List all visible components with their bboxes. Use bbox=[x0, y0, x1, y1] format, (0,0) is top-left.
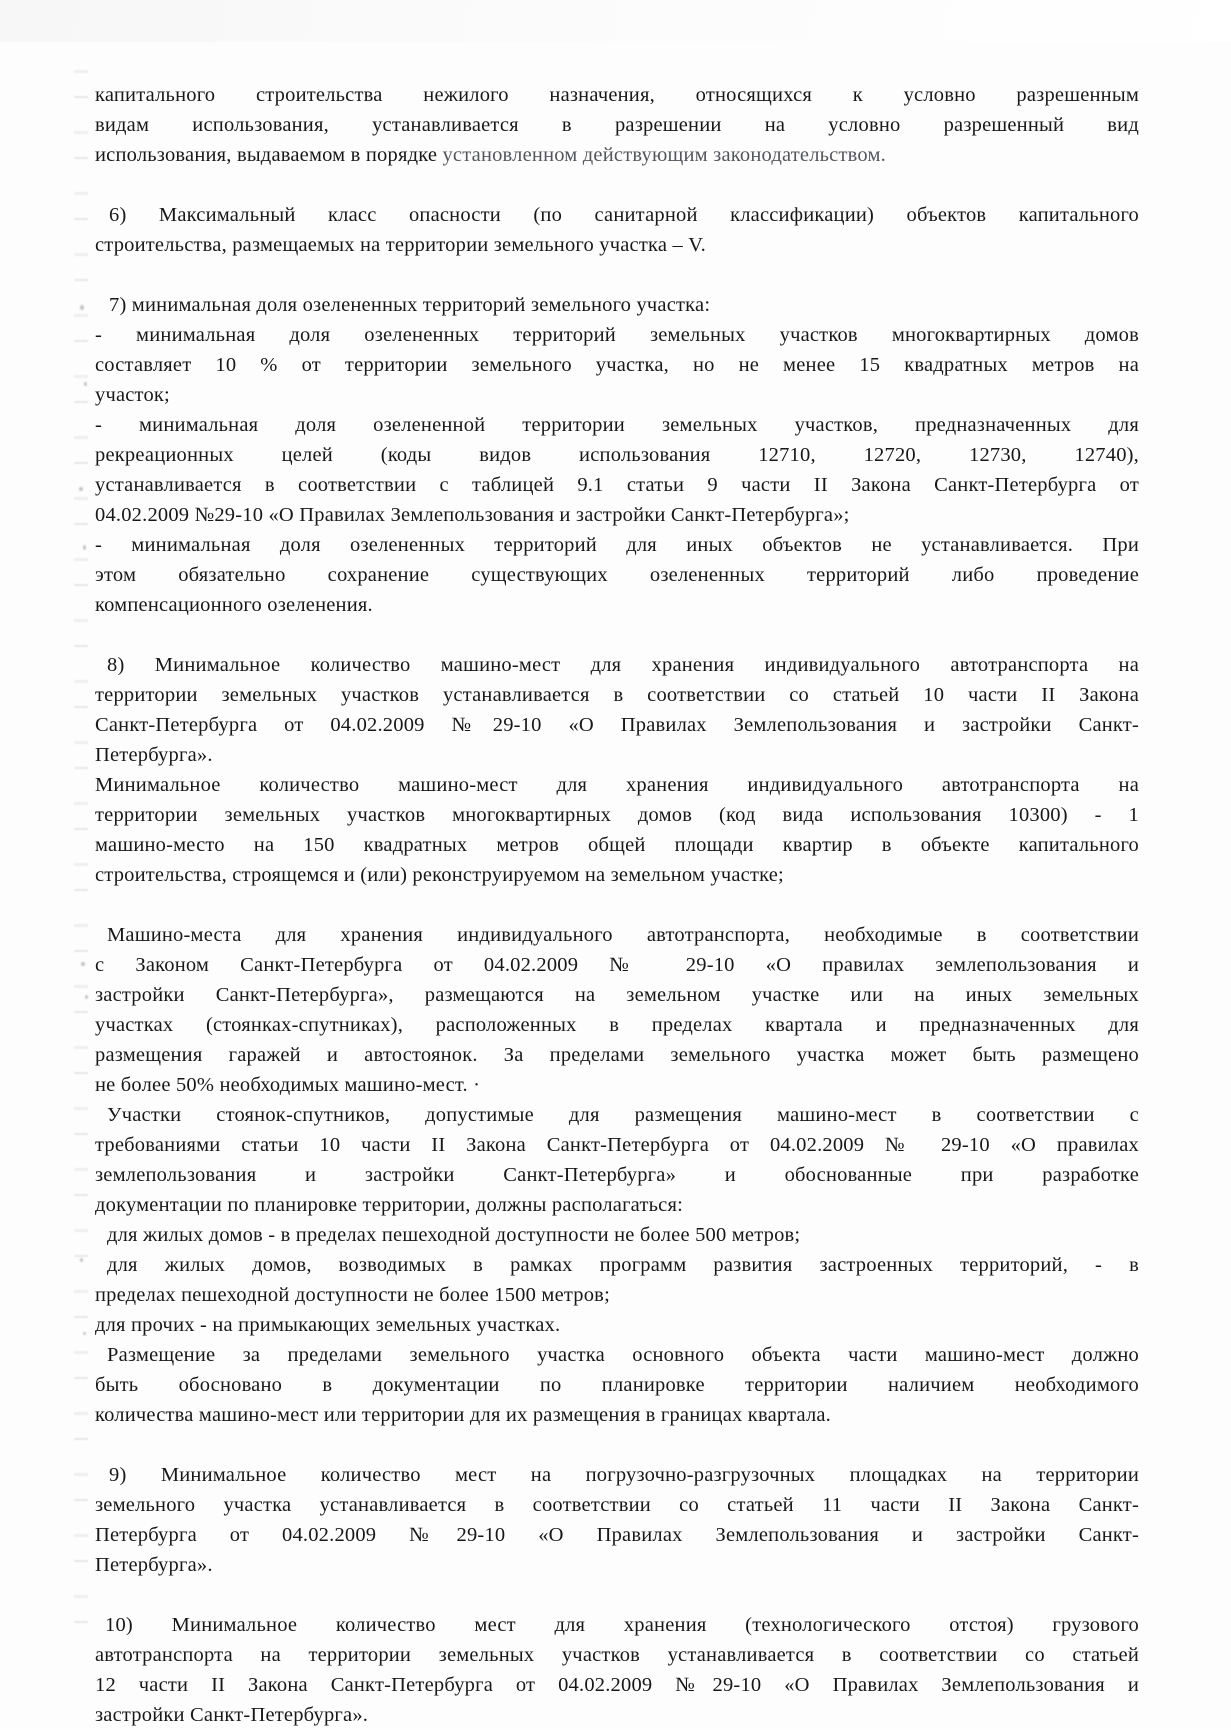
scan-speck bbox=[84, 382, 87, 386]
text-line: капитального строительства нежилого назначения, относящихся к условно разрешенным bbox=[95, 84, 1139, 106]
text-line: 7) минимальная доля озелененных территорий земельного участка: bbox=[109, 294, 711, 316]
scan-edge-noise-left bbox=[74, 70, 88, 1630]
faint-text-segment: установленном действующим законодательством. bbox=[442, 144, 886, 166]
scan-speck bbox=[80, 305, 84, 310]
text-line: количества машино-мест или территории для их размещения в границах квартала. bbox=[95, 1404, 831, 1426]
scan-speck bbox=[79, 487, 83, 491]
text-line: автотранспорта на территории земельных участков устанавливается в соответствии со статьей bbox=[95, 1644, 1139, 1666]
text-line: 12 части II Закона Санкт-Петербурга от 04.02.2009 №29-10 «О Правилах Землепользования и bbox=[95, 1674, 1139, 1696]
text-line: машино-место на 150 квадратных метров общей площади квартир в объекте капитального bbox=[95, 834, 1139, 856]
paragraph bbox=[95, 650, 1139, 770]
text-line: Петербурга». bbox=[95, 1554, 213, 1576]
text-line: - минимальная доля озелененной территории земельных участков, предназначенных для bbox=[95, 414, 1139, 436]
text-line: Петербурга». bbox=[95, 744, 213, 766]
text-line: Участки стоянок-спутников, допустимые для размещения машино-мест в соответствии с bbox=[107, 1104, 1139, 1126]
text-line: с Законом Санкт-Петербурга от 04.02.2009 № 29-10 «О правилах землепользования и bbox=[95, 954, 1139, 976]
scan-speck bbox=[81, 962, 85, 966]
text-line: документации по планировке территории, должны располагаться: bbox=[95, 1194, 683, 1216]
text-line: землепользования и застройки Санкт-Петербурга» и обоснованные при разработке bbox=[95, 1164, 1139, 1186]
text-line: - минимальная доля озелененных территорий земельных участков многоквартирных домов bbox=[95, 324, 1139, 346]
paragraph bbox=[95, 200, 1139, 260]
text-line: Минимальное количество машино-мест для хранения индивидуального автотранспорта на bbox=[95, 774, 1139, 796]
text-line: требованиями статьи 10 части II Закона Санкт-Петербурга от 04.02.2009 № 29-10 «О правилах bbox=[95, 1134, 1139, 1156]
text-line: компенсационного озеленения. bbox=[95, 594, 373, 616]
paragraph bbox=[95, 320, 1139, 410]
scan-speck bbox=[83, 545, 86, 550]
paragraph bbox=[95, 80, 1139, 170]
text-line: быть обосновано в документации по планировке территории наличием необходимого bbox=[95, 1374, 1139, 1396]
text-line: рекреационных целей (коды видов использования 12710, 12720, 12730, 12740), bbox=[95, 444, 1139, 466]
paragraph bbox=[95, 410, 1139, 530]
text-line: устанавливается в соответствии с таблицей 9.1 статьи 9 части II Закона Санкт-Петербурга от bbox=[95, 474, 1139, 496]
paragraph bbox=[95, 1220, 1139, 1250]
text-line: пределах пешеходной доступности не более 1500 метров; bbox=[95, 1284, 610, 1306]
paragraph bbox=[95, 1250, 1139, 1310]
text-line bbox=[95, 140, 1139, 170]
text-line: застройки Санкт-Петербурга». bbox=[95, 1704, 369, 1726]
text-line: 9) Минимальное количество мест на погрузочно-разгрузочных площадках на территории bbox=[109, 1464, 1139, 1486]
text-line: 6) Максимальный класс опасности (по санитарной классификации) объектов капитального bbox=[109, 204, 1139, 226]
text-line: этом обязательно сохранение существующих озелененных территорий либо проведение bbox=[95, 564, 1139, 586]
paragraph bbox=[95, 920, 1139, 1100]
text-line: для прочих - на примыкающих земельных участках. bbox=[95, 1314, 561, 1336]
paragraph bbox=[95, 1460, 1139, 1580]
text-line: земельного участка устанавливается в соответствии со статьей 11 части II Закона Санкт- bbox=[95, 1494, 1139, 1516]
text-line: для жилых домов - в пределах пешеходной доступности не более 500 метров; bbox=[107, 1224, 801, 1246]
text-line: участок; bbox=[95, 384, 170, 406]
scan-speck bbox=[80, 1258, 83, 1262]
text-line: 8) Минимальное количество машино-мест для хранения индивидуального автотранспорта на bbox=[107, 654, 1139, 676]
paragraph bbox=[95, 1100, 1139, 1220]
paragraph bbox=[95, 1610, 1139, 1730]
paragraph bbox=[95, 290, 1139, 320]
scan-speck bbox=[83, 1332, 86, 1335]
text-line: для жилых домов, возводимых в рамках программ развития застроенных территорий, - в bbox=[107, 1254, 1139, 1276]
paragraph bbox=[95, 1310, 1139, 1340]
paragraph bbox=[95, 770, 1139, 890]
text-line: Петербурга от 04.02.2009 №29-10 «О Правилах Землепользования и застройки Санкт- bbox=[95, 1524, 1139, 1546]
text-line: - минимальная доля озелененных территорий для иных объектов не устанавливается. При bbox=[95, 534, 1139, 556]
text-line: Машино-места для хранения индивидуального автотранспорта, необходимые в соответствии bbox=[107, 924, 1139, 946]
text-line: строительства, строящемся и (или) реконструируемом на земельном участке; bbox=[95, 864, 784, 886]
text-line: не более 50% необходимых машино-мест. · bbox=[95, 1074, 481, 1096]
text-line: строительства, размещаемых на территории земельного участка – V. bbox=[95, 234, 706, 256]
text-line: составляет 10 % от территории земельного участка, но не менее 15 квадратных метров на bbox=[95, 354, 1139, 376]
text-line: Размещение за пределами земельного участка основного объекта части машино-мест должно bbox=[107, 1344, 1139, 1366]
document-text bbox=[95, 80, 1139, 1730]
text-line: участках (стоянках-спутниках), расположенных в пределах квартала и предназначенных для bbox=[95, 1014, 1139, 1036]
paragraph bbox=[95, 530, 1139, 620]
text-line: территории земельных участков многоквартирных домов (код вида использования 10300) - 1 bbox=[95, 804, 1139, 826]
scan-edge-artifact-top bbox=[0, 0, 1231, 42]
text-line: Санкт-Петербурга от 04.02.2009 №29-10 «О Правилах Землепользования и застройки Санкт- bbox=[95, 714, 1139, 736]
text-line: размещения гаражей и автостоянок. За пределами земельного участка может быть размещено bbox=[95, 1044, 1139, 1066]
text-line: застройки Санкт-Петербурга», размещаются на земельном участке или на иных земельных bbox=[95, 984, 1139, 1006]
text-line: 04.02.2009 №29-10 «О Правилах Землепользования и застройки Санкт-Петербурга»; bbox=[95, 504, 850, 526]
text-line: видам использования, устанавливается в разрешении на условно разрешенный вид bbox=[95, 114, 1139, 136]
text-line: 10) Минимальное количество мест для хранения (технологического отстоя) грузового bbox=[105, 1614, 1139, 1636]
paragraph bbox=[95, 1340, 1139, 1430]
text-segment: использования, выдаваемом в порядке bbox=[95, 144, 443, 166]
scan-speck bbox=[85, 995, 88, 999]
text-line: территории земельных участков устанавливается в соответствии со статьей 10 части II Закона bbox=[95, 684, 1139, 706]
